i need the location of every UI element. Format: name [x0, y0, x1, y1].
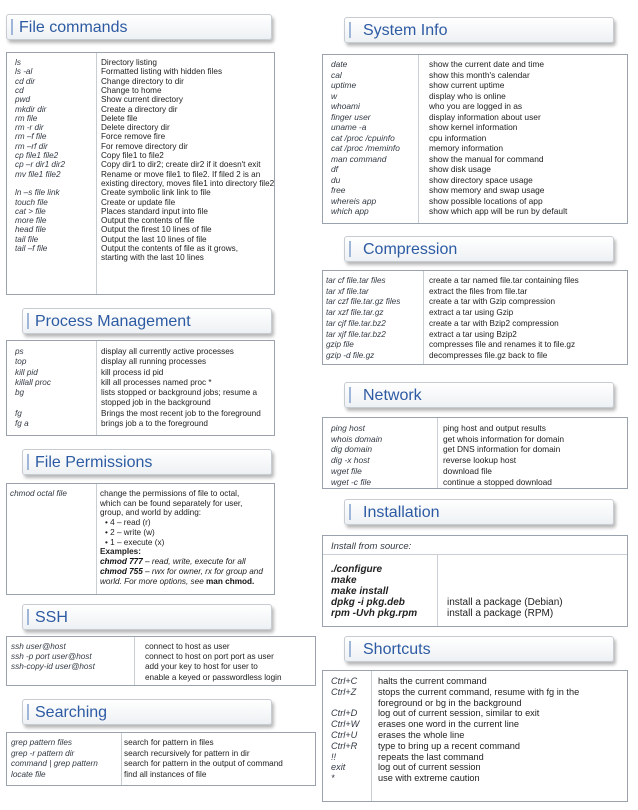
command-description: Delete file — [101, 113, 138, 123]
command-name: df — [331, 164, 338, 174]
command-description: Output the contents of file as it grows, — [101, 244, 238, 253]
command-name: fg a — [15, 419, 29, 429]
column-divider — [437, 418, 438, 488]
file-commands-header — [6, 14, 272, 40]
command-description: connect to host as user — [145, 642, 230, 651]
command-name: grep pattern files — [11, 738, 72, 747]
command-description: create a tar named file.tar containing files — [429, 276, 579, 285]
installation-panel — [322, 535, 628, 627]
command-name: gzip file — [326, 340, 354, 350]
install-step: make install — [331, 586, 389, 597]
command-name: ln –s file link — [15, 188, 60, 198]
command-name: ssh-copy-id user@host — [11, 662, 95, 672]
command-name: dig domain — [331, 444, 372, 455]
command-description: create a tar with Bzip2 compression — [429, 318, 559, 328]
example-777-cmd: chmod 777 — [100, 557, 143, 566]
section-title: File commands — [19, 19, 128, 36]
command-name: ls — [15, 58, 21, 67]
permission-text: which can be found separately for user, — [100, 498, 243, 508]
command-name: exit — [331, 762, 346, 773]
command-description: search recursively for pattern in dir — [124, 748, 250, 758]
command-description: Create a directory dir — [101, 104, 178, 114]
column-divider — [437, 554, 438, 626]
command-description: show kernel information — [429, 122, 518, 132]
command-description: kill process id pid — [101, 367, 164, 377]
command-description: existing directory, moves file1 into directory file2 — [101, 178, 275, 188]
installation-header — [344, 499, 614, 525]
example-777 — [100, 557, 246, 567]
section-title: SSH — [35, 609, 68, 626]
command-description: Output the last 10 lines of file — [101, 234, 207, 244]
command-description: foreground or bg in the background — [378, 697, 522, 708]
command-name: cd dir — [15, 76, 36, 86]
command-description: Copy file1 to file2 — [101, 151, 164, 160]
network-header — [344, 382, 614, 408]
command-description: halts the current command — [378, 676, 487, 686]
command-name: top — [15, 357, 27, 367]
system-info-header — [344, 17, 614, 43]
file-permissions-header — [22, 449, 272, 475]
header-accent — [27, 609, 29, 625]
system-info-panel — [322, 54, 628, 224]
command-description: stopped job in the background — [101, 398, 211, 408]
command-description: create a tar with Gzip compression — [429, 297, 556, 307]
command-description: brings job a to the foreground — [101, 419, 208, 429]
file-permissions-panel — [6, 483, 275, 595]
command-description: enable a keyed or passwordless login — [145, 672, 282, 682]
command-name: cat /proc /meminfo — [331, 143, 400, 153]
command-name: wget -c file — [331, 476, 372, 487]
command-name: tar cjf file.tar.bz2 — [326, 318, 386, 328]
command-name: ssh user@host — [11, 642, 66, 651]
command-description: display all currently active processes — [101, 347, 234, 356]
command-description: Formatted listing with hidden files — [101, 67, 223, 77]
column-divider — [134, 637, 135, 685]
command-name: Ctrl+R — [331, 740, 358, 751]
command-description: use with extreme caution — [378, 773, 480, 784]
command-name: more file — [15, 216, 47, 226]
command-name: chmod octal file — [10, 489, 67, 498]
command-name: whoami — [331, 101, 360, 111]
section-title: Installation — [363, 504, 440, 521]
command-description: log out of current session — [378, 762, 481, 773]
section-title: File Permissions — [35, 454, 153, 471]
command-name: rm -r dir — [15, 123, 44, 133]
section-title: System Info — [363, 22, 448, 39]
command-name: whois domain — [331, 433, 383, 444]
command-description: show disk usage — [429, 164, 491, 174]
command-description: Rename or move file1 to file2. If filed 2 is an — [101, 169, 261, 179]
examples-label: Examples: — [100, 547, 141, 556]
command-name: rm –rf dir — [15, 141, 48, 151]
column-divider — [96, 341, 97, 435]
column-divider — [96, 53, 97, 294]
command-name: command | grep pattern — [11, 759, 98, 769]
command-name: whereis app — [331, 195, 377, 206]
column-divider — [121, 733, 122, 785]
command-description: Create or update file — [101, 197, 176, 207]
compression-header — [344, 236, 614, 262]
command-name: du — [331, 174, 341, 185]
command-description: Output the contents of file — [101, 216, 195, 226]
command-name: !! — [331, 751, 337, 762]
command-description: Change directory to dir — [101, 76, 184, 86]
man-chmod-ref: man chmod. — [206, 577, 255, 586]
command-description: Force remove fire — [101, 132, 166, 142]
command-name: ssh -p port user@host — [11, 652, 92, 662]
compression-panel — [322, 270, 628, 365]
command-name: tar xzf file.tar.gz — [326, 308, 384, 318]
command-description: reverse lookup host — [443, 455, 517, 466]
header-accent — [349, 387, 351, 403]
command-description: search for pattern in files — [124, 738, 214, 747]
command-name: wget file — [331, 465, 362, 476]
command-description: extract a tar using Gzip — [429, 308, 514, 318]
command-name: cp file1 file2 — [15, 151, 59, 160]
command-name: w — [331, 90, 338, 101]
package-description: install a package (RPM) — [447, 608, 554, 619]
header-accent — [11, 19, 13, 35]
command-description: cpu information — [429, 132, 487, 143]
install-intro: Install from source: — [331, 541, 412, 552]
column-divider — [418, 55, 419, 223]
package-command: rpm -Uvh pkg.rpm — [331, 608, 418, 619]
command-description: extract the files from file.tar — [429, 286, 528, 296]
command-name: killall proc — [15, 377, 51, 387]
command-name: Ctrl+C — [331, 676, 358, 686]
command-name: ps — [15, 347, 24, 356]
command-description: Brings the most recent job to the foreground — [101, 408, 261, 418]
command-description: type to bring up a recent command — [378, 740, 520, 751]
command-name: tar cf file.tar files — [326, 276, 386, 285]
command-name: gzip -d file.gz — [326, 350, 375, 360]
package-command: dpkg -i pkg.deb — [331, 597, 405, 608]
command-description: Directory listing — [101, 58, 157, 67]
command-description: show the current date and time — [429, 59, 544, 69]
install-step: ./configure — [331, 564, 383, 575]
command-name: * — [331, 773, 335, 784]
command-name: kill pid — [15, 367, 38, 377]
command-name: rm –f file — [15, 132, 47, 142]
command-name: free — [331, 185, 346, 195]
section-title: Searching — [35, 704, 108, 721]
command-description: show possible locations of app — [429, 195, 543, 206]
permission-bullet: • 4 – read (r) — [105, 518, 151, 528]
command-description: show the manual for command — [429, 153, 544, 164]
command-description: get whois information for domain — [443, 433, 565, 444]
intro-divider — [323, 554, 627, 555]
command-description: find all instances of file — [124, 769, 207, 779]
command-description: show directory space usage — [429, 174, 533, 185]
command-name: cal — [331, 69, 342, 80]
column-divider — [371, 671, 372, 801]
command-description: Create symbolic link link to file — [101, 188, 211, 198]
section-title: Network — [363, 387, 422, 404]
permission-text: change the permissions of file to octal, — [100, 489, 240, 498]
command-description: log out of current session, similar to exit — [378, 708, 540, 719]
example-more — [100, 577, 254, 587]
command-description: show current uptime — [429, 80, 505, 90]
command-name: tail file — [15, 234, 39, 244]
file-commands-panel — [6, 52, 275, 295]
command-name: bg — [15, 388, 25, 398]
command-name: pwd — [15, 95, 31, 105]
command-name: mkdir dir — [15, 104, 47, 114]
header-accent — [27, 454, 29, 470]
permission-text: group, and world by adding: — [100, 508, 202, 518]
command-name: cat > file — [15, 206, 46, 216]
command-name: uptime — [331, 80, 357, 90]
command-name: ping host — [331, 423, 365, 433]
column-divider — [96, 484, 97, 594]
command-description: ping host and output results — [443, 423, 546, 433]
searching-header — [22, 699, 272, 725]
process-management-header — [22, 308, 272, 334]
command-name: man command — [331, 153, 387, 164]
command-name: cd — [15, 85, 24, 95]
command-name: locate file — [11, 769, 46, 779]
command-name: uname -a — [331, 122, 367, 132]
searching-panel — [6, 732, 316, 786]
command-name: touch file — [15, 197, 48, 207]
header-accent — [27, 313, 29, 329]
shortcuts-panel — [322, 670, 628, 802]
command-description: download file — [443, 465, 492, 476]
header-accent — [349, 22, 351, 38]
command-description: repeats the last command — [378, 751, 484, 762]
command-description: decompresses file.gz back to file — [429, 350, 548, 360]
command-name: mv file1 file2 — [15, 169, 61, 179]
example-777-text: – read, write, execute for all — [142, 557, 246, 566]
header-accent — [349, 241, 351, 257]
command-name: rm file — [15, 113, 38, 123]
command-description: Show current directory — [101, 95, 183, 105]
command-description: show memory and swap usage — [429, 185, 545, 195]
example-755-text: – rwx for owner, rx for group and — [142, 567, 263, 576]
permission-bullet: • 1 – execute (x) — [105, 537, 165, 547]
command-name: tar xf file.tar — [326, 286, 369, 296]
command-description: get DNS information for domain — [443, 444, 561, 455]
network-panel — [322, 417, 628, 489]
command-name: fg — [15, 408, 22, 418]
command-description: lists stopped or background jobs; resume a — [101, 388, 258, 398]
command-description: Places standard input into file — [101, 206, 208, 216]
command-description: Output the firest 10 lines of file — [101, 225, 212, 235]
section-title: Shortcuts — [363, 641, 431, 658]
command-description: connect to host on port port as user — [145, 652, 274, 662]
command-name: tar czf file.tar.gz files — [326, 297, 401, 307]
column-divider — [423, 271, 424, 364]
command-description: display who is online — [429, 90, 506, 101]
command-description: search for pattern in the output of command — [124, 759, 283, 769]
example-more-text: world. For more options, see — [100, 577, 207, 586]
command-description: For remove directory dir — [101, 141, 188, 151]
command-description: stops the current command, resume with fg in the — [378, 686, 580, 697]
command-description: Copy dir1 to dir2; create dir2 if it doesn't exit — [101, 160, 261, 170]
command-name: Ctrl+D — [331, 708, 358, 719]
command-description: show which app will be run by default — [429, 206, 568, 216]
command-description: add your key to host for user to — [145, 662, 258, 672]
section-title: Compression — [363, 241, 458, 258]
permission-bullet: • 2 – write (w) — [105, 527, 155, 537]
command-description: extract a tar using Bzip2 — [429, 329, 517, 339]
command-name: cat /proc /cpuinfo — [331, 132, 395, 143]
process-management-panel — [6, 340, 275, 436]
command-name: cp –r dir1 dir2 — [15, 160, 66, 170]
command-description: display information about user — [429, 111, 541, 122]
command-description: memory information — [429, 143, 504, 153]
command-description: continue a stopped download — [443, 476, 552, 487]
command-description: Change to home — [101, 85, 162, 95]
command-description: show this month's calendar — [429, 69, 530, 80]
command-name: which app — [331, 206, 369, 216]
header-accent — [349, 641, 351, 657]
command-description: starting with the last 10 lines — [101, 253, 204, 263]
command-name: Ctrl+U — [331, 730, 358, 740]
command-name: grep -r pattern dir — [11, 748, 75, 758]
command-name: tar xjf file.tar.bz2 — [326, 329, 386, 339]
command-name: dig -x host — [331, 455, 370, 466]
command-description: erases the whole line — [378, 730, 465, 740]
header-accent — [349, 504, 351, 520]
example-755 — [100, 567, 263, 577]
command-name: finger user — [331, 111, 371, 122]
command-description: display all running processes — [101, 357, 207, 367]
shortcuts-header — [344, 636, 614, 662]
example-755-cmd: chmod 755 — [100, 567, 143, 576]
command-description: compresses file and renames it to file.gz — [429, 340, 576, 350]
command-name: Ctrl+Z — [331, 686, 357, 697]
header-accent — [27, 704, 29, 720]
command-name: date — [331, 59, 348, 69]
ssh-header — [22, 604, 272, 630]
ssh-panel — [6, 636, 316, 686]
package-description: install a package (Debian) — [447, 597, 563, 608]
command-name: ls -al — [15, 67, 33, 77]
command-description: kill all processes named proc * — [101, 377, 212, 387]
install-step: make — [331, 575, 357, 586]
section-title: Process Management — [35, 313, 191, 330]
command-name: head file — [15, 225, 46, 235]
command-name: Ctrl+W — [331, 719, 360, 730]
command-name: tail –f file — [15, 244, 48, 253]
command-description: erases one word in the current line — [378, 719, 519, 730]
command-description: Delete directory dir — [101, 123, 170, 133]
command-description: who you are logged in as — [429, 101, 523, 111]
